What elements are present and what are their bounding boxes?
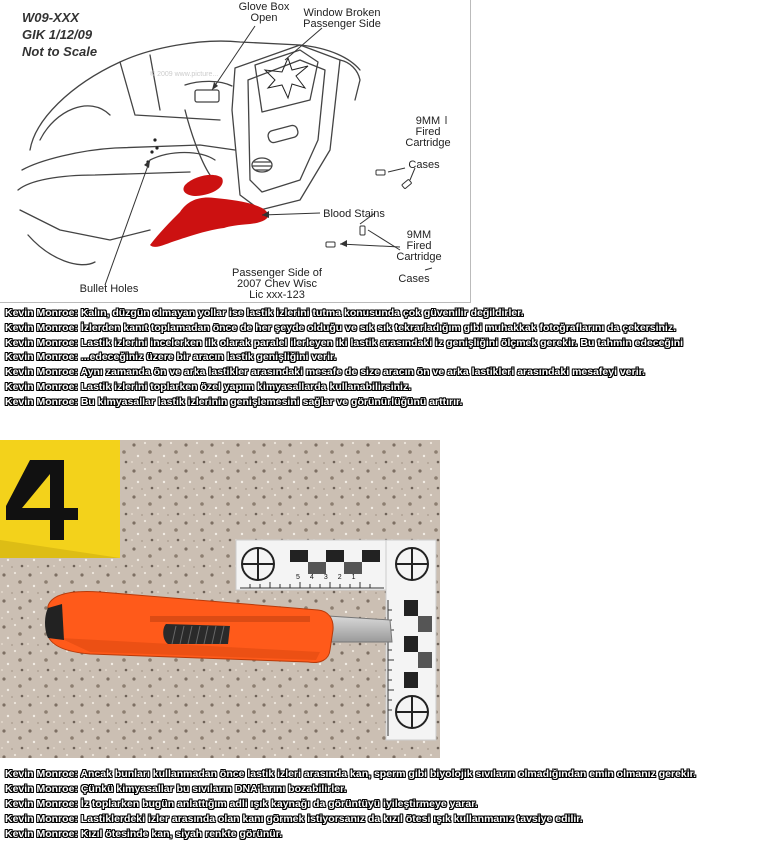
subtitle-line: Kevin Monroe: Bu kimyasallar lastik izlerinin genişlemesini sağlar ve görünürlüğünü arttırır. — [5, 396, 463, 408]
subtitle-line: Kevin Monroe: Aynı zamanda ön ve arka lastikler arasındaki mesafe de size aracın ön ve arka lastikleri arasındaki mesafeyi verir. — [5, 366, 646, 378]
label-bullet-holes: Bullet Holes — [79, 283, 139, 295]
subtitle-line: Kevin Monroe: Ancak bunları kullanmadan önce lastik izleri arasında kan, sperm gibi biyolojik sıvıların olmadığından emin olmanız gerekir. — [5, 768, 697, 780]
subtitle-line: Kevin Monroe: Lastik izlerini incelerken ilk olarak paralel ilerleyen iki lastik arasındaki iz genişliğini ölçmek gerekir. Bu tahmin edeceğini — [5, 337, 684, 349]
subtitle-line: Kevin Monroe: Çünkü kimyasallar bu sıvıların DNA'larını bozabilirler. — [5, 783, 347, 795]
subtitle-line: Kevin Monroe: İz toplarken bugün anlattığım adli ışık kaynağı da görüntüyü iyileştirmeye yarar. — [5, 798, 478, 810]
ruler-numbers: 54321 — [296, 574, 366, 581]
subtitle-line: Kevin Monroe: Kalın, düzgün olmayan yollar ise lastik izlerini tutma konusunda çok güvenilir değildirler. — [5, 307, 524, 319]
evidence-photo — [0, 440, 440, 758]
subtitle-line: Kevin Monroe: ...edeceğiniz üzere bir aracın lastik genişliğini verir. — [5, 351, 337, 363]
scale-note: Not to Scale — [22, 44, 98, 59]
subtitle-line: Kevin Monroe: Lastik izlerini toplarken özel yapım kimyasallarda kullanabilirsiniz. — [5, 381, 412, 393]
subtitle-line: Kevin Monroe: İzlerden kanıt toplamadan önce de her şeyde olduğu ve sık sık tekrarladığım gibi muhakkak fotoğraflarını da çekersiniz. — [5, 322, 677, 334]
box-cutter-photo — [0, 440, 440, 758]
label-glove-box: Glove Box Open — [238, 1, 290, 24]
label-window-broken: Window Broken Passenger Side — [303, 7, 381, 30]
label-cases-bottom: Cases — [398, 273, 430, 285]
subtitle-line: Kevin Monroe: Lastiklerdeki izler arasında olan kanı görmek istiyorsanız da kızıl ötesi ışık kullanmanız tavsiye edilir. — [5, 813, 583, 825]
label-9mm-top: 9MM Fired Cartridge — [405, 115, 451, 149]
case-id: W09-XXX — [22, 10, 80, 25]
label-vehicle-caption: Passenger Side of 2007 Chev Wisc Lic xxx-123 — [232, 267, 322, 301]
initials-date: GIK 1/12/09 — [22, 27, 93, 42]
sketch-border — [0, 0, 471, 303]
label-9mm-bottom: 9MM Fired Cartridge — [396, 229, 442, 263]
label-cases-top: Cases — [408, 159, 440, 171]
label-blood-stains: Blood Stains — [323, 208, 385, 220]
subtitle-line: Kevin Monroe: Kızıl ötesinde kan, siyah renkte görünür. — [5, 828, 283, 840]
svg-text:© 2009 www.picture...: © 2009 www.picture... — [150, 71, 219, 78]
